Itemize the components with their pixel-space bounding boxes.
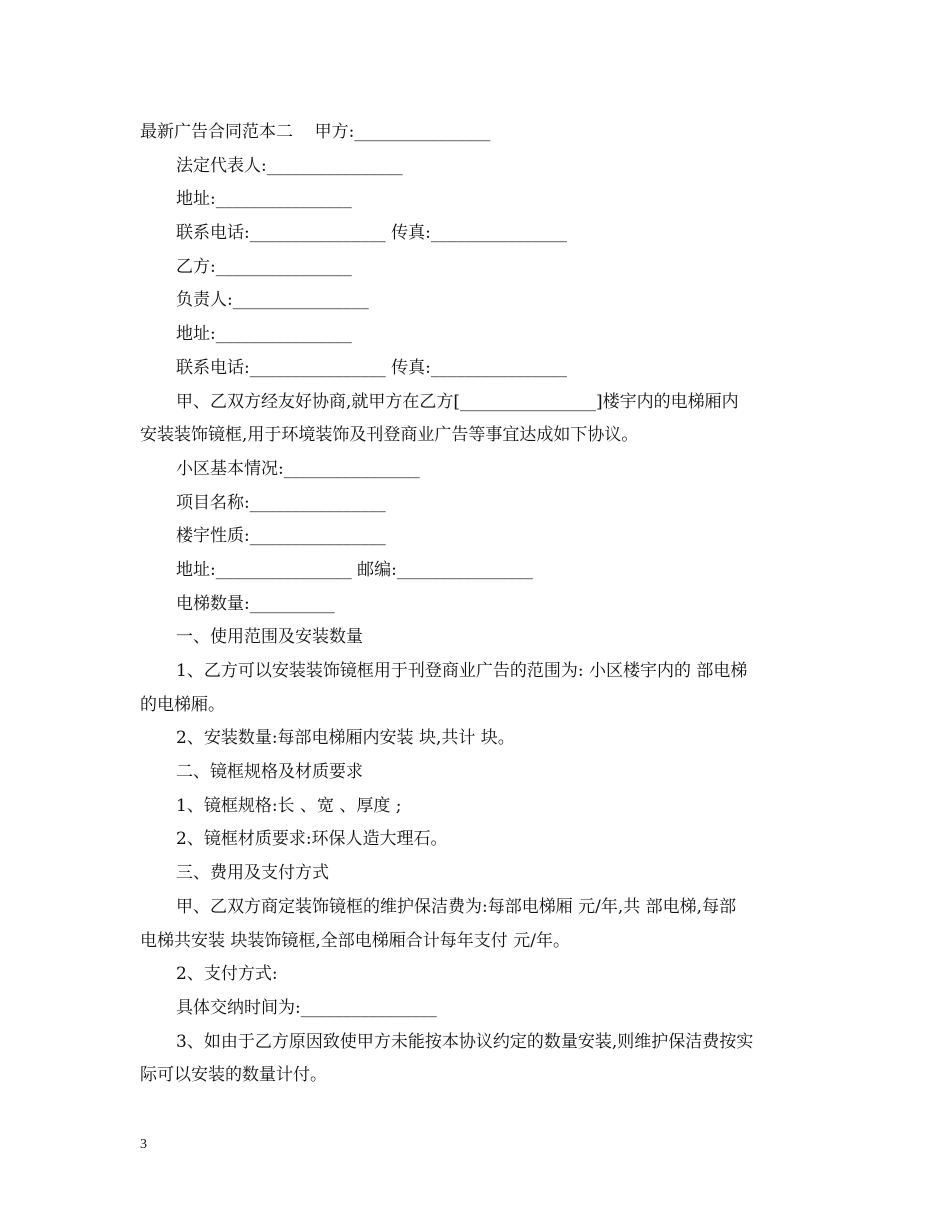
agreement-intro-line: 甲、乙双方经友好协商,就甲方在乙方[________________]楼宇内的电梯厢内 — [176, 391, 739, 412]
party-a-contact-line: 联系电话:________________ 传真:________________ — [176, 223, 567, 244]
page-number: 3 — [140, 1137, 147, 1152]
document-title-line: 最新广告合同范本二 甲方:________________ — [140, 122, 491, 142]
address-postcode-line: 地址:________________ 邮编:________________ — [176, 559, 533, 580]
section-heading-fees: 三、费用及支付方式 — [176, 863, 329, 884]
installation-quantity-line: 2、安装数量:每部电梯厢内安装 块,共计 块。 — [176, 728, 515, 749]
agreement-intro-continuation: 安装装饰镜框,用于环境装饰及刊登商业广告等事宜达成如下协议。 — [140, 425, 639, 446]
fee-adjustment-line: 3、如由于乙方原因致使甲方未能按本协议约定的数量安装,则维护保洁费按实 — [176, 1031, 754, 1052]
party-b-line: 乙方:________________ — [176, 256, 352, 277]
party-b-responsible-line: 负责人:________________ — [176, 290, 369, 311]
community-info-line: 小区基本情况:________________ — [176, 458, 420, 479]
section-heading-specs: 二、镜框规格及材质要求 — [176, 762, 363, 783]
party-b-address-line: 地址:________________ — [176, 324, 352, 345]
party-b-contact-line: 联系电话:________________ 传真:________________ — [176, 357, 567, 378]
scope-clause-line: 1、乙方可以安装装饰镜框用于刊登商业广告的范围为: 小区楼宇内的 部电梯 — [176, 661, 748, 681]
payment-time-line: 具体交纳时间为:________________ — [176, 997, 437, 1018]
fee-clause-line: 甲、乙双方商定装饰镜框的维护保洁费为:每部电梯厢 元/年,共 部电梯,每部 — [176, 896, 737, 917]
fee-clause-continuation: 电梯共安装 块装饰镜框,全部电梯厢合计每年支付 元/年。 — [140, 930, 570, 951]
fee-adjustment-continuation: 际可以安装的数量计付。 — [140, 1065, 327, 1086]
legal-representative-line: 法定代表人:________________ — [176, 155, 403, 176]
building-type-line: 楼宇性质:________________ — [176, 526, 386, 547]
frame-spec-line: 1、镜框规格:长 、宽 、厚度 ; — [176, 795, 402, 816]
scope-clause-continuation: 的电梯厢。 — [140, 694, 225, 715]
project-name-line: 项目名称:________________ — [176, 492, 386, 513]
party-a-address-line: 地址:________________ — [176, 189, 352, 210]
elevator-count-line: 电梯数量:__________ — [176, 593, 335, 614]
frame-material-line: 2、镜框材质要求:环保人造大理石。 — [176, 829, 448, 850]
contract-body — [140, 116, 812, 1093]
payment-method-line: 2、支付方式: — [176, 964, 278, 985]
section-heading-scope: 一、使用范围及安装数量 — [176, 627, 363, 648]
